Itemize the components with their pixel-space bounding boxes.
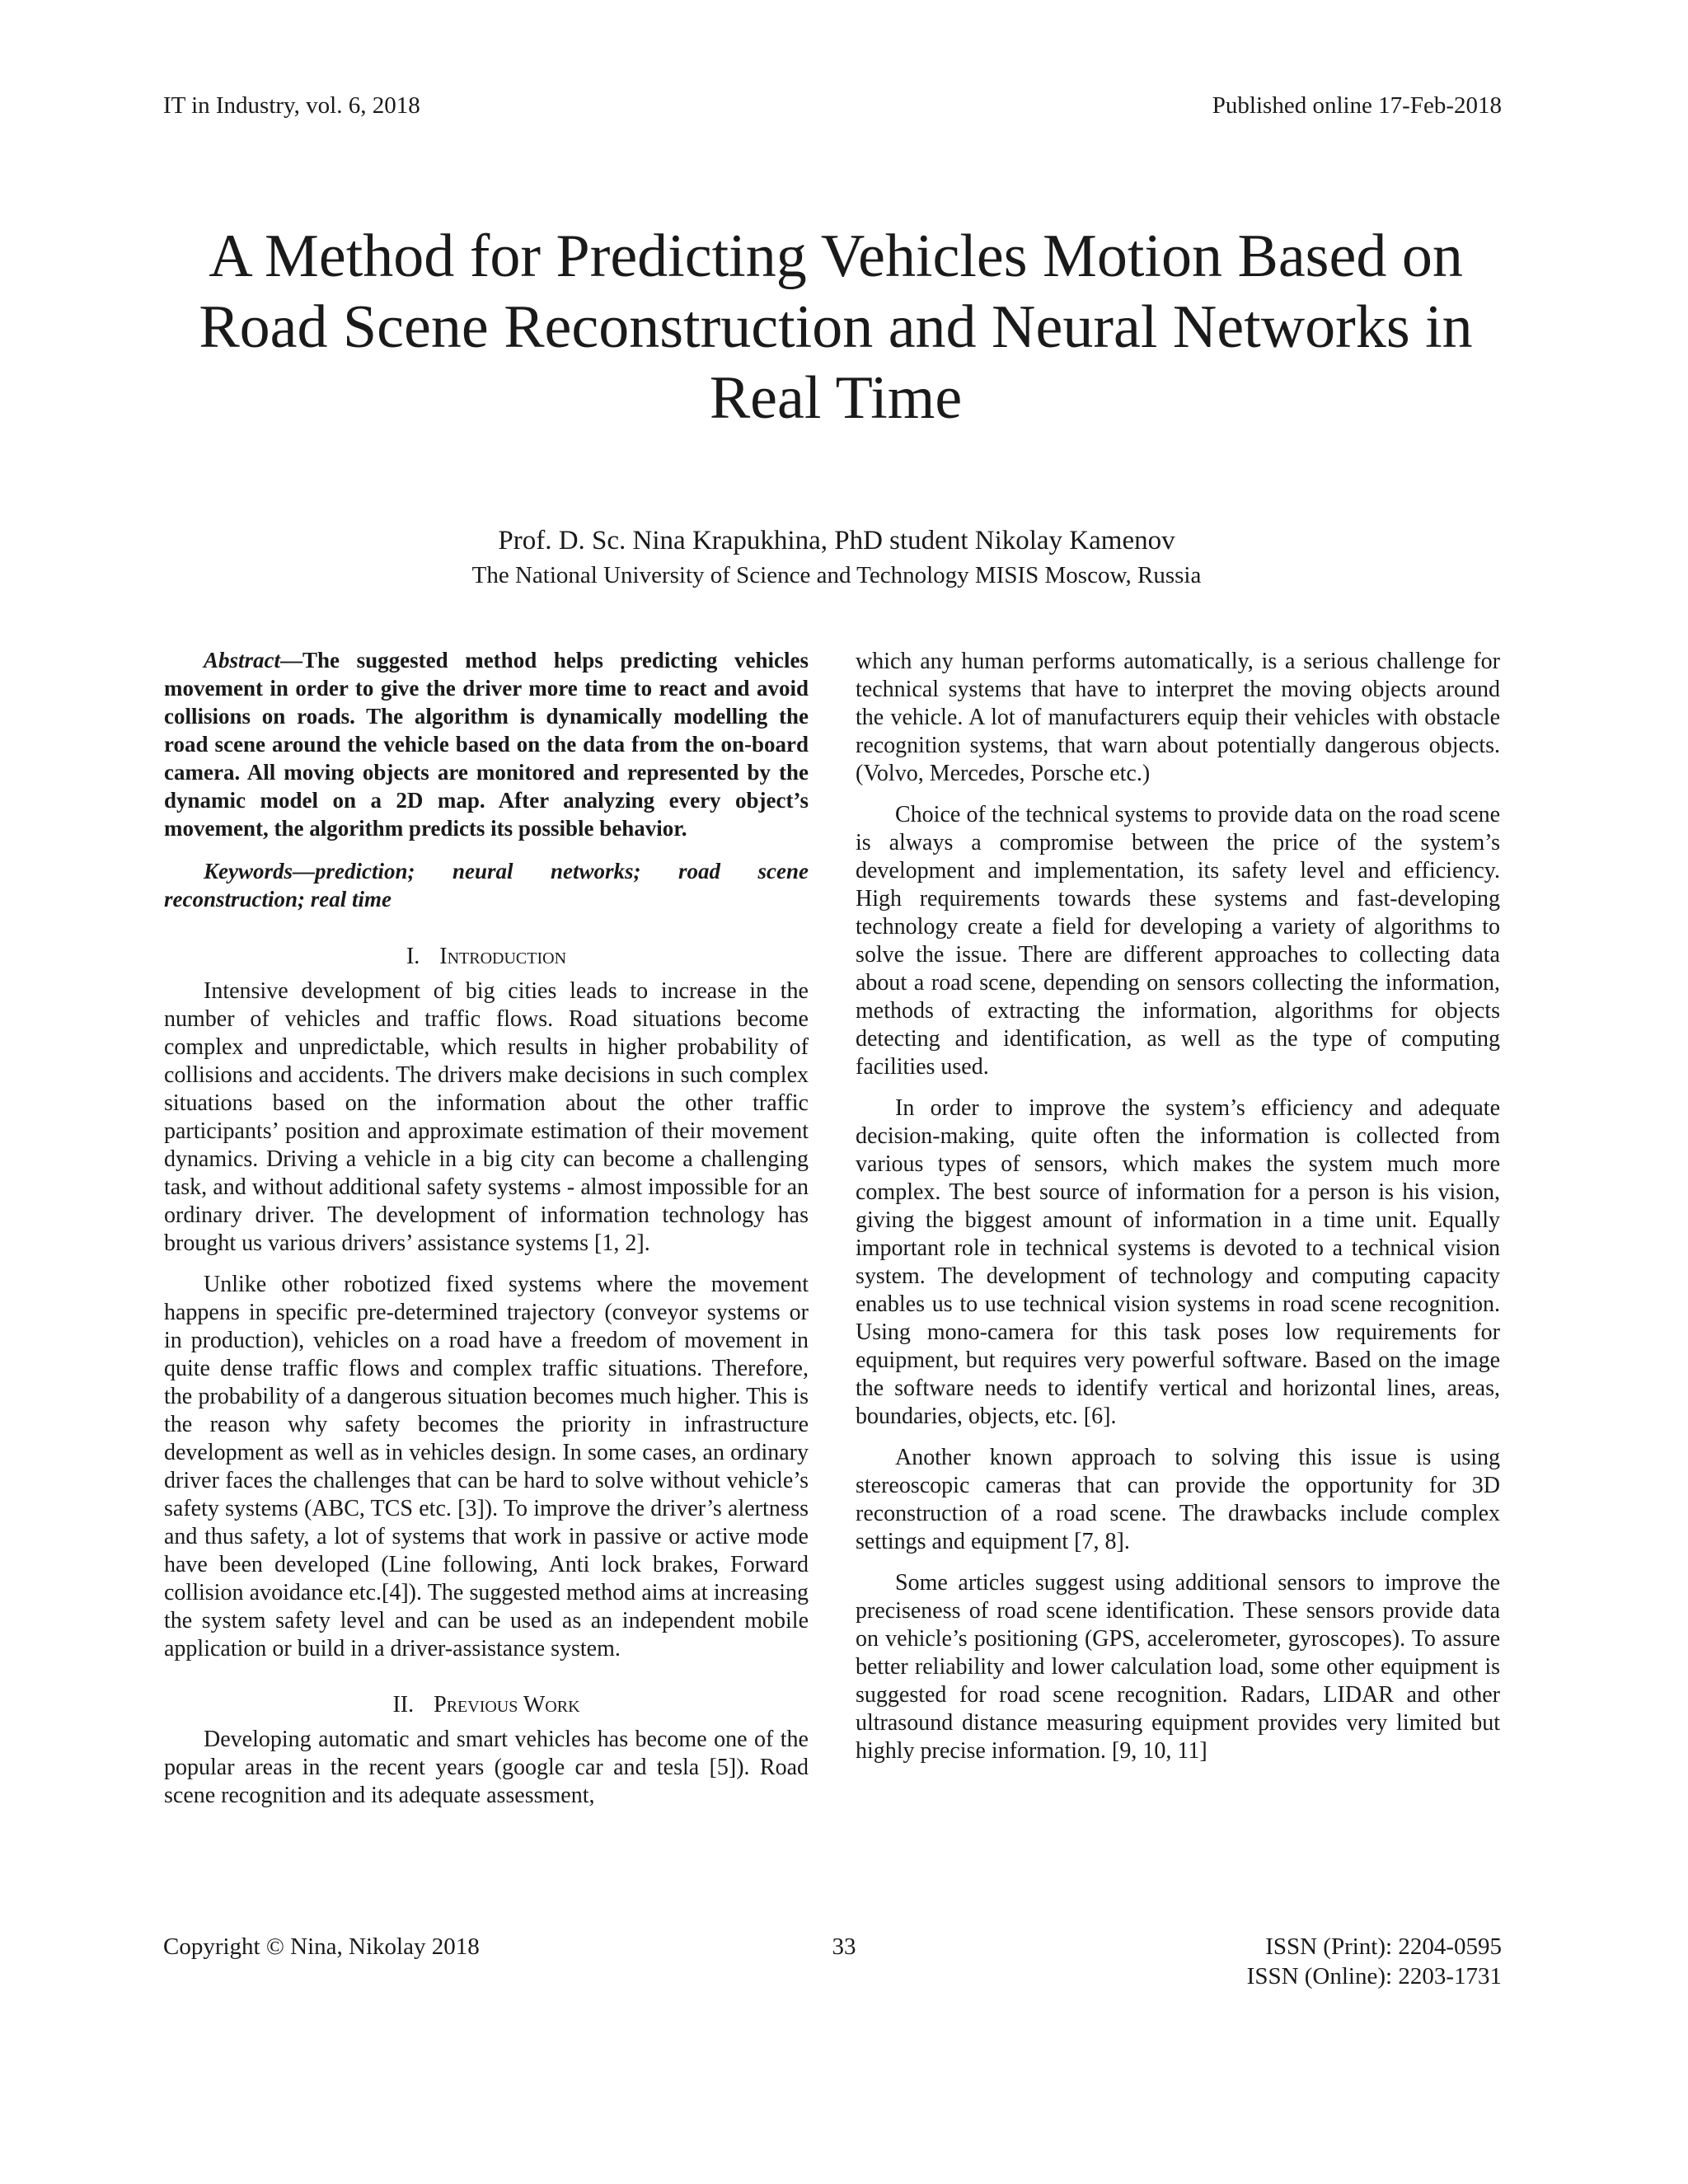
paper-title: A Method for Predicting Vehicles Motion Based on Road Scene Reconstruction and Neural Networks in Real Time bbox=[199, 223, 1473, 432]
paragraph: Some articles suggest using additional sensors to improve the preciseness of road scene identification. These sensors provide data on vehicle’s positioning (GPS, accelerometer, gyroscopes). To assure better reliability and lower calculation load, some other equipment is suggested for road scene recognition. Radars, LIDAR and other ultrasound distance measuring equipment provides very limited but highly precise information. [9, 10, 11] bbox=[856, 1570, 1500, 1764]
abstract-text: —The suggested method helps predicting vehicles movement in order to give the driver more time to react and avoid collisions on roads. The algorithm is dynamically modelling the road scene around the vehicle based on the data from the on-board camera. All moving objects are monitored and represented by the dynamic model on a 2D map. After analyzing every object’s movement, the algorithm predicts its possible behavior. bbox=[164, 648, 809, 841]
section-number: II. bbox=[392, 1692, 415, 1718]
publication-date: Published online 17-Feb-2018 bbox=[1212, 92, 1502, 119]
paragraph: Another known approach to solving this issue is using stereoscopic cameras that can provide the opportunity for 3D reconstruction of a road scene. The drawbacks include complex settings and equipment [7, 8]. bbox=[856, 1445, 1500, 1554]
section-title: Previous Work bbox=[434, 1692, 580, 1718]
keywords-text: —prediction; neural networks; road scene reconstruction; real time bbox=[164, 859, 809, 912]
section-heading-previous-work bbox=[164, 1691, 809, 1719]
abstract-lead: Abstract bbox=[204, 648, 281, 673]
issn-online: ISSN (Online): 2203-1731 bbox=[1246, 1963, 1502, 1990]
section-title: Introduction bbox=[439, 944, 567, 969]
left-column bbox=[164, 646, 809, 1810]
abstract bbox=[164, 646, 809, 842]
page-number: 33 bbox=[832, 1933, 856, 1960]
paragraph: Choice of the technical systems to provide data on the road scene is always a compromise between the price of the system’s development and implementation, its safety level and efficiency. High requirements towards these systems and fast-developing technology create a field for developing a variety of algorithms to solve the issue. There are different approaches to collecting data about a road scene, depending on sensors collecting the information, methods of extracting the information, algorithms for objects detecting and identification, as well as the type of computing facilities used. bbox=[856, 802, 1500, 1080]
paragraph: Unlike other robotized fixed systems where the movement happens in specific pre-determined trajectory (conveyor systems or in production), vehicles on a road have a freedom of movement in quite dense traffic flows and complex traffic situations. Therefore, the probability of a dangerous situation becomes much higher. This is the reason why safety becomes the priority in infrastructure development as well as in vehicles design. In some cases, an ordinary driver faces the challenges that can be hard to solve without vehicle’s safety systems (ABC, TCS etc. [3]). To improve the driver’s alertness and thus safety, a lot of systems that work in passive or active mode have been developed (Line following, Anti lock brakes, Forward collision avoidance etc.[4]). The suggested method aims at increasing the system safety level and can be used as an independent mobile application or build in a driver-assistance system. bbox=[164, 1272, 809, 1661]
section-heading-introduction bbox=[164, 943, 809, 971]
right-column bbox=[856, 648, 1500, 1765]
copyright: Copyright © Nina, Nikolay 2018 bbox=[163, 1933, 480, 1960]
affiliation: The National University of Science and Technology MISIS Moscow, Russia bbox=[471, 562, 1202, 588]
issn-print: ISSN (Print): 2204-0595 bbox=[1265, 1933, 1502, 1960]
keywords-lead: Keywords bbox=[204, 859, 293, 883]
keywords bbox=[164, 857, 809, 913]
paragraph: In order to improve the system’s efficiency and adequate decision-making, quite often the information is collected from various types of sensors, which makes the system much more complex. The best source of information for a person is his vision, giving the biggest amount of information in a time unit. Equally important role in technical systems is devoted to a technical vision system. The development of technology and computing capacity enables us to use technical vision systems in road scene recognition. Using mono-camera for this task poses low requirements for equipment, but requires very powerful software. Based on the image the software needs to identify vertical and horizontal lines, areas, boundaries, objects, etc. [6]. bbox=[856, 1095, 1500, 1429]
authors: Prof. D. Sc. Nina Krapukhina, PhD student Nikolay Kamenov bbox=[498, 526, 1175, 555]
paragraph: Intensive development of big cities leads to increase in the number of vehicles and traffic flows. Road situations become complex and unpredictable, which results in higher probability of collisions and accidents. The drivers make decisions in such complex situations based on the information about the other traffic participants’ position and approximate estimation of their movement dynamics. Driving a vehicle in a big city can become a challenging task, and without additional safety systems - almost impossible for an ordinary driver. The development of information technology has brought us various drivers’ assistance systems [1, 2]. bbox=[164, 978, 809, 1256]
section-number: I. bbox=[406, 944, 420, 969]
issn-block bbox=[1247, 1932, 1502, 1991]
journal-header: IT in Industry, vol. 6, 2018 bbox=[163, 92, 420, 119]
paragraph: Developing automatic and smart vehicles has become one of the popular areas in the recent years (google car and tesla [5]). Road scene recognition and its adequate assessment, bbox=[164, 1727, 809, 1808]
paragraph: which any human performs automatically, is a serious challenge for technical systems that have to interpret the moving objects around the vehicle. A lot of manufacturers equip their vehicles with obstacle recognition systems, that warn about potentially dangerous objects. (Volvo, Mercedes, Porsche etc.) bbox=[856, 649, 1500, 786]
